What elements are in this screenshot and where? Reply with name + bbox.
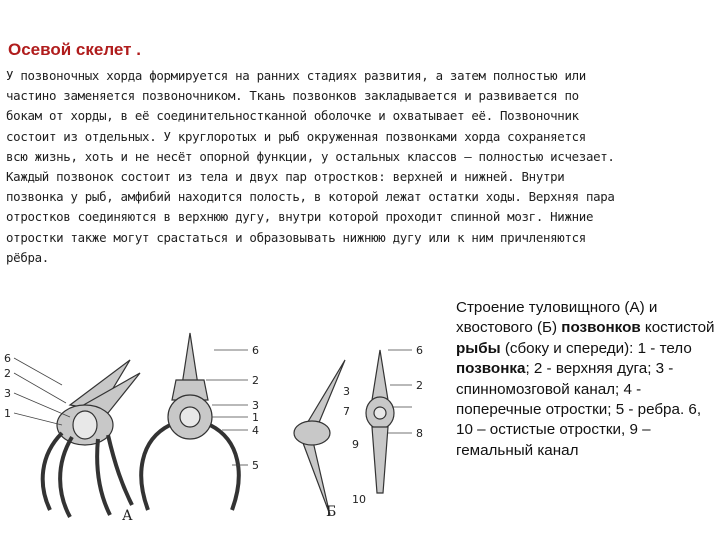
vertebra-b-front — [366, 350, 394, 493]
text-line: бокам от хорды, в её соединительностканной оболочке и охватывает её. Позвоночник — [6, 108, 579, 124]
caption-text: Строение туловищного (А) и хвостового (Б) — [456, 299, 658, 337]
label: 4 — [252, 424, 259, 437]
label: 5 — [252, 459, 259, 472]
vertebra-a-side — [43, 360, 140, 517]
text-line: позвонка у рыб, амфибий находится полость, в которой лежат остатки ходы. Верхняя пара — [6, 189, 615, 205]
caption-bold: позвонка — [456, 360, 526, 378]
text-line: состоит из отдельных. У круглоротых и рыб окруженная позвонками хорда сохраняется — [6, 128, 586, 144]
text-line: У позвоночных хорда формируется на ранних стадиях развития, а затем полностью или — [6, 68, 586, 83]
vertebra-figure — [0, 325, 450, 540]
text-line: Каждый позвонок состоит из тела и двух пар отростков: верхней и нижней. Внутри — [6, 169, 565, 185]
label: 1 — [4, 407, 11, 420]
panel-label-b: Б — [326, 504, 337, 520]
label: 9 — [352, 438, 359, 451]
text-line: отростки также могут срастаться и образовывать нижнюю дугу или к ним причленяются — [6, 229, 586, 245]
label: 6 — [252, 344, 259, 357]
caption-bold: рыбы — [456, 339, 501, 357]
label: 3 — [252, 399, 259, 412]
label: 3 — [343, 385, 350, 398]
label: 2 — [4, 367, 11, 380]
caption-text: (сбоку и спереди): 1 - тело — [500, 339, 692, 357]
text-line: частино заменяется позвоночником. Ткань позвонков закладывается и развивается по — [6, 88, 579, 104]
label: 7 — [343, 405, 350, 418]
figure-caption — [456, 298, 718, 461]
label: 2 — [252, 374, 259, 387]
label: 6 — [4, 352, 11, 365]
label: 8 — [416, 427, 423, 440]
label: 1 — [252, 411, 259, 424]
vertebra-a-front — [141, 333, 238, 510]
body-text — [6, 66, 710, 268]
text-line: рёбра. — [6, 249, 49, 265]
label: 10 — [352, 493, 366, 506]
text-line: всю жизнь, хоть и не несёт опорной функции, у остальных классов – полностью исчезает. — [6, 148, 615, 164]
label: 3 — [4, 387, 11, 400]
caption-text: ; 2 - верхняя дуга; 3 - спинномозговой канал; 4 - поперечные отростки; 5 - ребра. 6, 10 – остистые отростки, 9 – гемальный канал — [456, 360, 702, 459]
vertebra-drawing — [0, 325, 450, 540]
slide-title: Осевой скелет . — [8, 40, 141, 59]
caption-text: костистой — [640, 319, 715, 337]
vertebra-b-side — [294, 360, 345, 515]
text-line: отростков соединяются в верхнюю дугу, внутри которой проходит спинной мозг. Нижние — [6, 209, 594, 225]
panel-label-a: А — [122, 508, 133, 524]
label: 2 — [416, 379, 423, 392]
caption-bold: позвонков — [561, 319, 641, 337]
label: 6 — [416, 344, 423, 357]
